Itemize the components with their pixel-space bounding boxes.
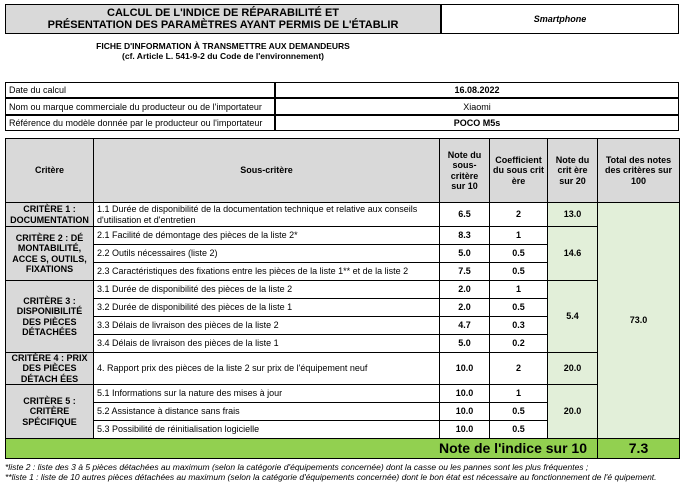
criterion-name: CRITÈRE 2 : DÉ MONTABILITÉ, ACCE S, OUTILS, FIXATIONS — [6, 227, 94, 281]
fiche-line-2: (cf. Article L. 541-9-2 du Code de l'environnement) — [122, 51, 324, 61]
sub-coef: 1 — [490, 281, 548, 299]
sub-note: 7.5 — [440, 263, 490, 281]
index-row — [6, 439, 680, 459]
info-label-model: Référence du modèle donnée par le producteur ou l'importateur — [5, 115, 275, 131]
sub-criterion: 3.3 Délais de livraison des pièces de la liste 2 — [94, 317, 440, 335]
criterion-name: CRITÈRE 4 : PRIX DES PIÈCES DÉTACH ÉES — [6, 353, 94, 385]
sub-note: 10.0 — [440, 385, 490, 403]
header-note20: Note du crit ère sur 20 — [548, 139, 598, 203]
header-coef: Coefficient du sous crit ère — [490, 139, 548, 203]
sub-coef: 0.5 — [490, 263, 548, 281]
table-row — [6, 227, 680, 245]
sub-coef: 1 — [490, 227, 548, 245]
title-line-2: PRÉSENTATION DES PARAMÈTRES AYANT PERMIS DE L'ÉTABLIR — [47, 19, 399, 31]
header-critere: Critère — [6, 139, 94, 203]
info-value-brand: Xiaomi — [275, 98, 679, 115]
index-value: 7.3 — [598, 439, 680, 459]
title-line-1: CALCUL DE L'INDICE DE RÉPARABILITÉ ET — [107, 6, 339, 19]
sub-criterion: 3.2 Durée de disponibilité des pièces de la liste 1 — [94, 299, 440, 317]
header-total: Total des notes des critères sur 100 — [598, 139, 680, 203]
sub-note: 2.0 — [440, 299, 490, 317]
sub-coef: 1 — [490, 385, 548, 403]
criterion-note20: 20.0 — [548, 385, 598, 439]
criterion-name: CRITÈRE 1 : DOCUMENTATION — [6, 203, 94, 227]
sub-criterion: 2.3 Caractéristiques des fixations entre les pièces de la liste 1** et de la liste 2 — [94, 263, 440, 281]
sub-coef: 0.3 — [490, 317, 548, 335]
info-value-model: POCO M5s — [275, 115, 679, 131]
sub-note: 10.0 — [440, 421, 490, 439]
sub-criterion: 2.1 Facilité de démontage des pièces de la liste 2* — [94, 227, 440, 245]
table-row — [6, 353, 680, 385]
criteria-table — [5, 138, 680, 459]
sub-note: 6.5 — [440, 203, 490, 227]
sub-coef: 2 — [490, 203, 548, 227]
info-label-date: Date du calcul — [5, 82, 275, 98]
sub-criterion: 5.2 Assistance à distance sans frais — [94, 403, 440, 421]
criterion-note20: 20.0 — [548, 353, 598, 385]
category-box — [441, 4, 679, 34]
info-label-brand: Nom ou marque commerciale du producteur ou de l'importateur — [5, 98, 275, 115]
sub-note: 5.0 — [440, 335, 490, 353]
sub-note: 2.0 — [440, 281, 490, 299]
sub-note: 10.0 — [440, 403, 490, 421]
sub-note: 4.7 — [440, 317, 490, 335]
header-sous-critere: Sous-critère — [94, 139, 440, 203]
info-value-date: 16.08.2022 — [275, 82, 679, 98]
index-label: Note de l'indice sur 10 — [6, 439, 598, 459]
table-row — [6, 385, 680, 403]
total-score: 73.0 — [598, 203, 680, 439]
footnote-liste-1: **liste 1 : liste de 10 autres pièces détachées au maximum (selon la catégorie d'équipements concernée) dont le bon état est nécessaire au fonctionnement de l'é quipement. — [5, 472, 657, 483]
sub-coef: 0.5 — [490, 421, 548, 439]
sub-criterion: 5.1 Informations sur la nature des mises à jour — [94, 385, 440, 403]
criterion-name: CRITÈRE 3 : DISPONIBILITÉ DES PIÈCES DÉTACHÉES — [6, 281, 94, 353]
fiche-heading — [5, 38, 441, 64]
criterion-name: CRITÈRE 5 : CRITÈRE SPÉCIFIQUE — [6, 385, 94, 439]
sub-coef: 2 — [490, 353, 548, 385]
header-note: Note du sous-critère sur 10 — [440, 139, 490, 203]
footnote-liste-2: *liste 2 : liste des 3 à 5 pièces détachées au maximum (selon la catégorie d'équipements concernée) dont la casse ou les pannes sont les plus fréquentes ; — [5, 462, 589, 472]
sub-note: 5.0 — [440, 245, 490, 263]
sub-criterion: 1.1 Durée de disponibilité de la documentation technique et relative aux conseils d'utilisation et d'entretien — [94, 203, 440, 227]
category-label: Smartphone — [533, 14, 587, 24]
sub-criterion: 3.4 Délais de livraison des pièces de la liste 1 — [94, 335, 440, 353]
sub-coef: 0.5 — [490, 245, 548, 263]
page-title — [5, 4, 441, 34]
sub-coef: 0.2 — [490, 335, 548, 353]
sub-criterion: 4. Rapport prix des pièces de la liste 2 sur prix de l'équipement neuf — [94, 353, 440, 385]
table-row — [6, 281, 680, 299]
sub-coef: 0.5 — [490, 299, 548, 317]
sub-note: 8.3 — [440, 227, 490, 245]
criterion-note20: 13.0 — [548, 203, 598, 227]
fiche-line-1: FICHE D'INFORMATION À TRANSMETTRE AUX DEMANDEURS — [96, 40, 350, 51]
table-header-row — [6, 139, 680, 203]
sub-note: 10.0 — [440, 353, 490, 385]
table-row — [6, 203, 680, 227]
criterion-note20: 5.4 — [548, 281, 598, 353]
criterion-note20: 14.6 — [548, 227, 598, 281]
footnotes — [5, 462, 679, 482]
sub-criterion: 3.1 Durée de disponibilité des pièces de la liste 2 — [94, 281, 440, 299]
sub-coef: 0.5 — [490, 403, 548, 421]
sub-criterion: 2.2 Outils nécessaires (liste 2) — [94, 245, 440, 263]
sub-criterion: 5.3 Possibilité de réinitialisation logicielle — [94, 421, 440, 439]
